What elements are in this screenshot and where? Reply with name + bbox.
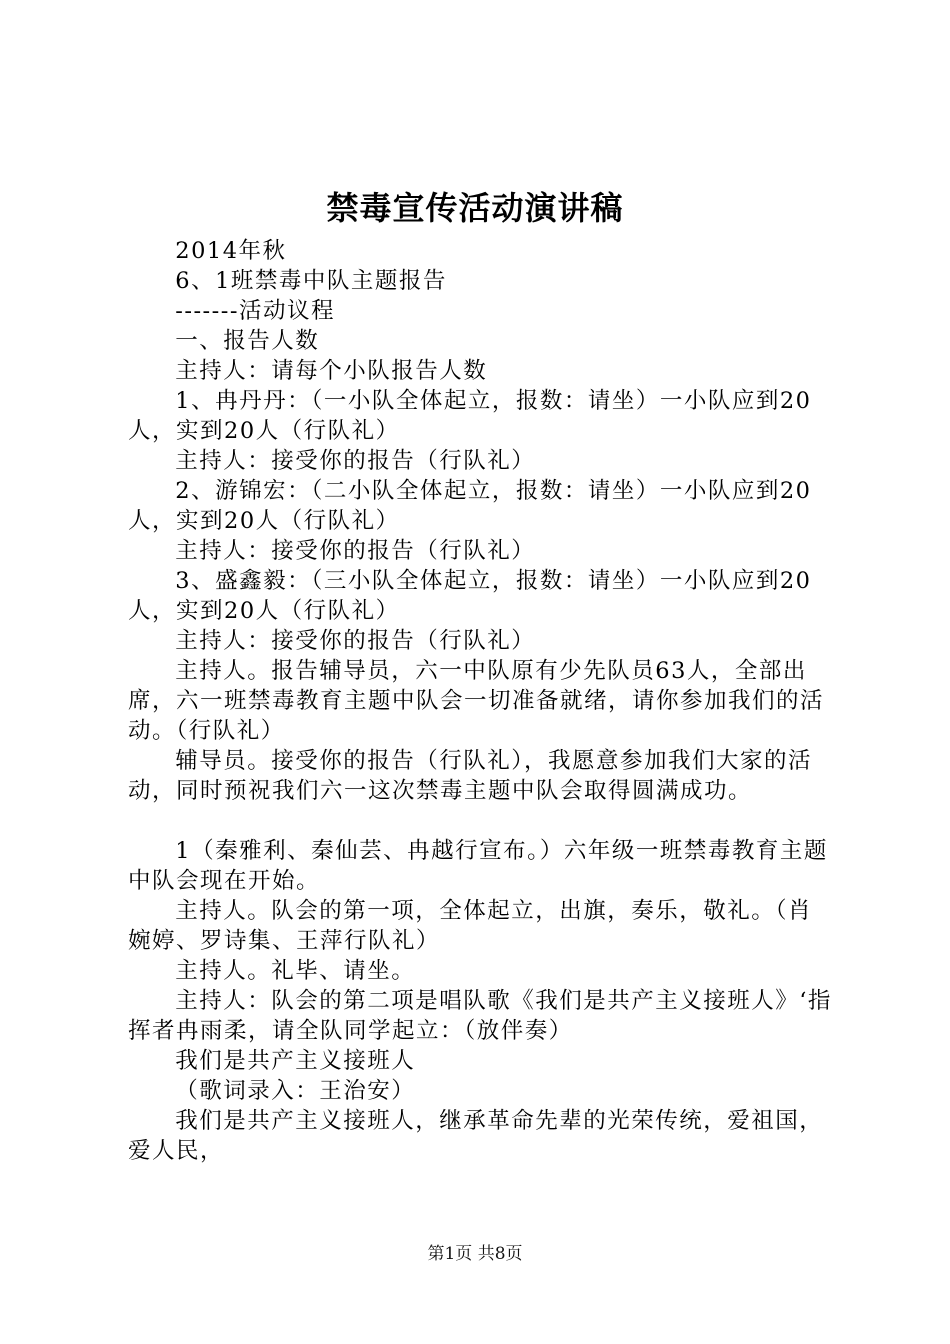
paragraph: 主持人：接受你的报告（行队礼） [175,448,536,474]
paragraph: 主持人：请每个小队报告人数 [175,358,488,384]
paragraph: 主持人。队会的第一项，全体起立，出旗，奏乐，敬礼。（肖婉婷、罗诗集、王萍行队礼） [128,898,813,954]
paragraph: 我们是共产主义接班人 [175,1048,416,1074]
paragraph-date: 2014年秋 [175,238,287,264]
paragraph: 3、盛鑫毅：（三小队全体起立，报数：请坐）一小队应到20人，实到20人（行队礼） [128,568,812,624]
paragraph-report-title: 6、1班禁毒中队主题报告 [175,268,447,294]
paragraph: 我们是共产主义接班人，继承革命先辈的光荣传统，爱祖国，爱人民， [128,1108,824,1164]
paragraph-agenda: -------活动议程 [175,298,335,324]
paragraph: 主持人：队会的第二项是唱队歌《我们是共产主义接班人》‘指挥者冉雨柔，请全队同学起立：（放伴奏） [128,988,832,1044]
page-footer: 第1页 共8页 [427,1244,523,1264]
document-title: 禁毒宣传活动演讲稿 [326,189,624,227]
paragraph: （歌词录入：王治安） [175,1078,416,1104]
document-body [128,236,833,1166]
paragraph: 辅导员。接受你的报告（行队礼），我愿意参加我们大家的活动，同时预祝我们六一这次禁毒主题中队会取得圆满成功。 [128,748,813,804]
paragraph: 2、游锦宏：（二小队全体起立，报数：请坐）一小队应到20人，实到20人（行队礼） [128,478,812,534]
paragraph: 1、冉丹丹：（一小队全体起立，报数：请坐）一小队应到20人，实到20人（行队礼） [128,388,812,444]
paragraph: 主持人：接受你的报告（行队礼） [175,538,536,564]
paragraph: 主持人。礼毕、请坐。 [175,958,416,984]
paragraph: 主持人。报告辅导员，六一中队原有少先队员63人，全部出席，六一班禁毒教育主题中队会一切准备就绪，请你参加我们的活动。（行队礼） [128,658,825,744]
paragraph-section-one: 一、报告人数 [175,328,320,354]
paragraph: 主持人：接受你的报告（行队礼） [175,628,536,654]
paragraph: 1（秦雅利、秦仙芸、冉越行宣布。）六年级一班禁毒教育主题中队会现在开始。 [128,838,828,894]
